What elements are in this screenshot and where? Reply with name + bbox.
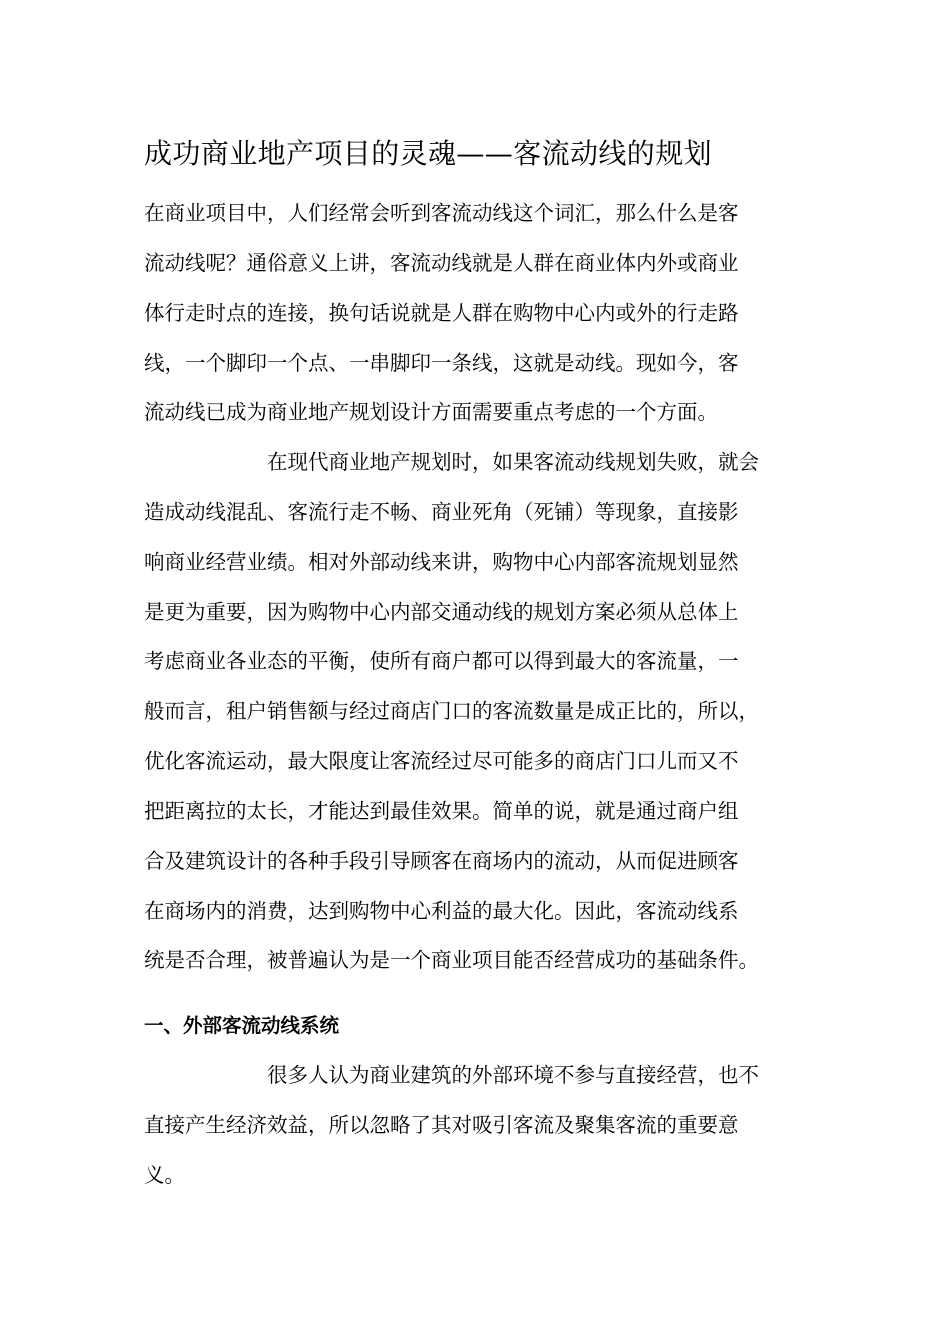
paragraph-line: 流动线已成为商业地产规划设计方面需要重点考虑的一个方面。 <box>144 400 718 424</box>
paragraph-line: 体行走时点的连接，换句话说就是人群在购物中心内或外的行走路 <box>144 301 739 325</box>
paragraph-line: 在现代商业地产规划时，如果客流动线规划失败，就会 <box>267 450 759 474</box>
paragraph-line: 考虑商业各业态的平衡，使所有商户都可以得到最大的客流量，一 <box>144 649 739 673</box>
paragraph-line: 流动线呢？通俗意义上讲，客流动线就是人群在商业体内外或商业 <box>144 251 739 275</box>
paragraph-line: 合及建筑设计的各种手段引导顾客在商场内的流动，从而促进顾客 <box>144 849 739 873</box>
document-title: 成功商业地产项目的灵魂——客流动线的规划 <box>144 137 713 170</box>
paragraph-line: 统是否合理，被普遍认为是一个商业项目能否经营成功的基础条件。 <box>144 948 759 972</box>
paragraph-line: 把距离拉的太长，才能达到最佳效果。简单的说，就是通过商户组 <box>144 799 739 823</box>
paragraph-line: 很多人认为商业建筑的外部环境不参与直接经营，也不 <box>267 1063 759 1087</box>
paragraph-line: 线，一个脚印一个点、一串脚印一条线，这就是动线。现如今，客 <box>144 351 739 375</box>
paragraph-line: 在商业项目中，人们经常会听到客流动线这个词汇，那么什么是客 <box>144 201 739 225</box>
paragraph-line: 是更为重要，因为购物中心内部交通动线的规划方案必须从总体上 <box>144 600 739 624</box>
paragraph-line: 优化客流运动，最大限度让客流经过尽可能多的商店门口儿而又不 <box>144 749 739 773</box>
paragraph-line: 般而言，租户销售额与经过商店门口的客流数量是成正比的，所以， <box>144 699 759 723</box>
paragraph-line: 造成动线混乱、客流行走不畅、商业死角（死铺）等现象，直接影 <box>144 500 739 524</box>
paragraph-line: 直接产生经济效益，所以忽略了其对吸引客流及聚集客流的重要意 <box>144 1113 739 1137</box>
paragraph-line: 在商场内的消费，达到购物中心利益的最大化。因此，客流动线系 <box>144 899 739 923</box>
paragraph-line: 义。 <box>144 1163 185 1187</box>
section-heading: 一、外部客流动线系统 <box>144 1014 340 1037</box>
paragraph-line: 响商业经营业绩。相对外部动线来讲，购物中心内部客流规划显然 <box>144 550 739 574</box>
